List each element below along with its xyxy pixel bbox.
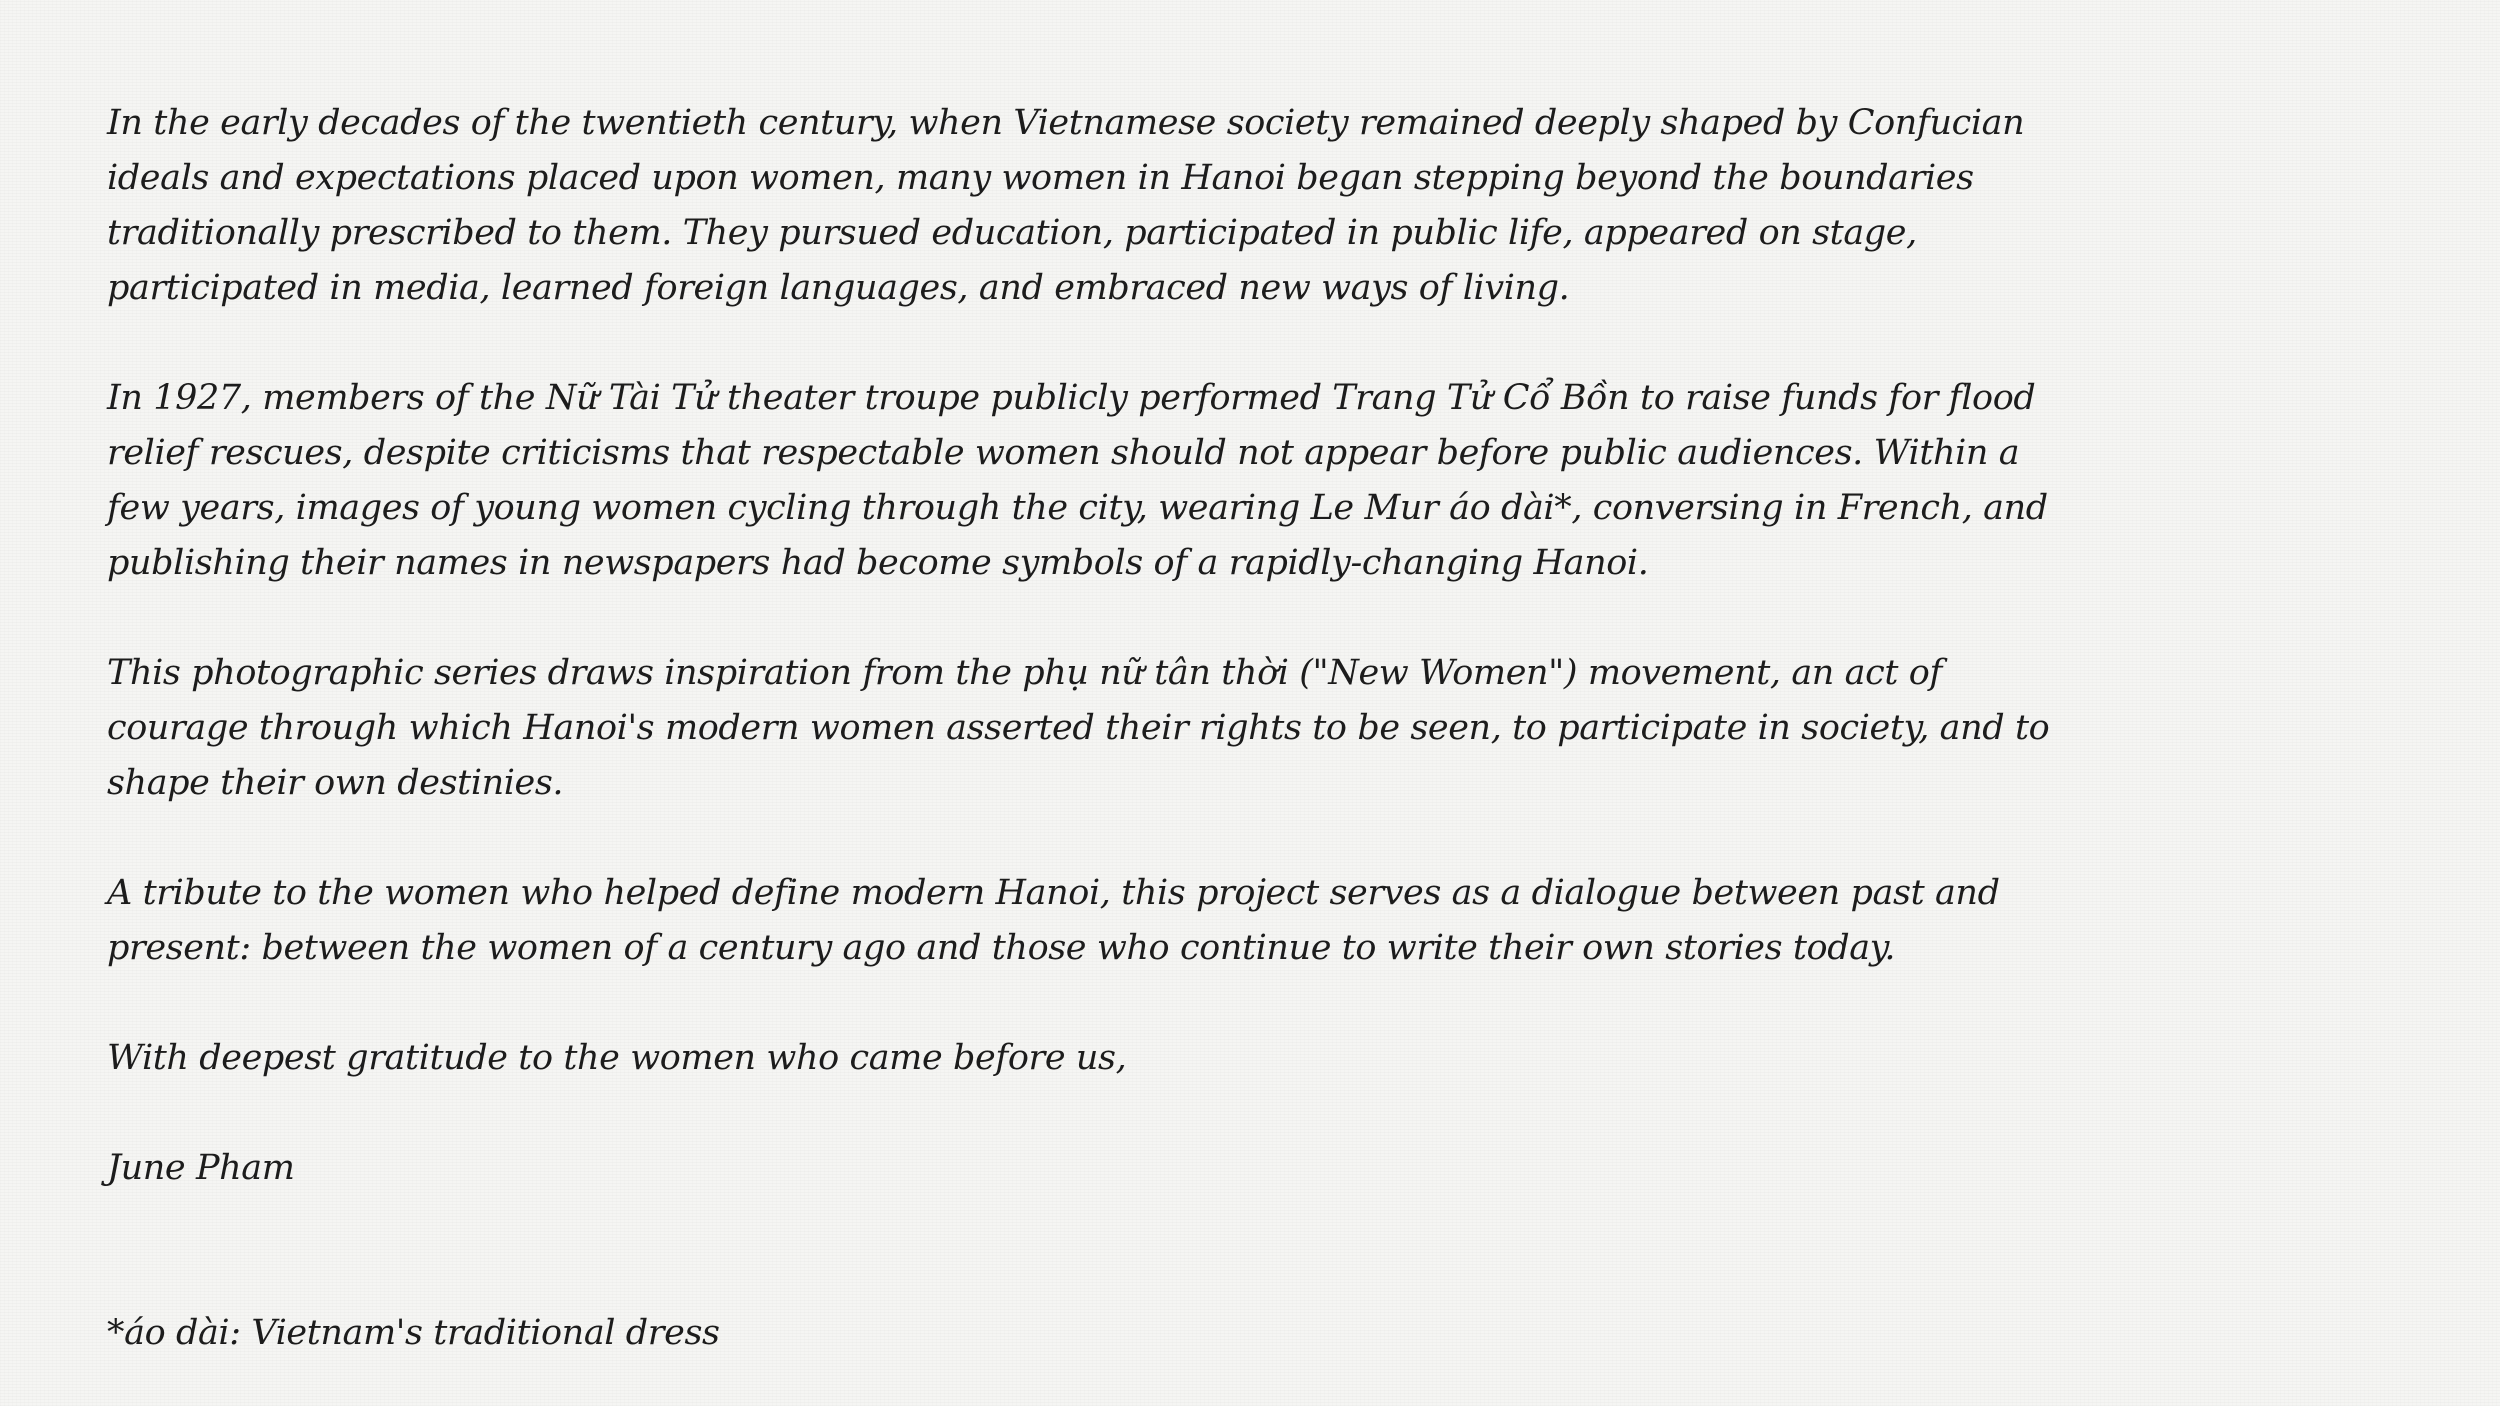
paragraph-gap — [107, 1086, 2057, 1141]
paragraph-gap — [107, 811, 2057, 866]
paragraph-series: This photographic series draws inspiration from the phụ nữ tân thời ("New Women") movement, an act of courage through which Hanoi's modern women asserted their rights to be seen, to participate in society, and to shape their own destinies. — [107, 653, 2050, 803]
paragraph-1927: In 1927, members of the Nữ Tài Tử theater troupe publicly performed Trang Tử Cổ Bồn to raise funds for flood relief rescues, despite criticisms that respectable women should not appear before public audiences. Within a few years, images of young women cycling through the city, wearing Le Mur áo dài*, conversing in French, and publishing their names in newspapers had become symbols of a rapidly-changing Hanoi. — [107, 378, 2048, 583]
closing-line: With deepest gratitude to the women who came before us, — [107, 1038, 1127, 1078]
footnote-gap — [107, 1196, 2057, 1306]
paragraph-gap — [107, 316, 2057, 371]
letter-body — [107, 96, 2057, 1361]
paragraph-gap — [107, 591, 2057, 646]
footnote: *áo dài: Vietnam's traditional dress — [107, 1313, 720, 1353]
paragraph-gap — [107, 976, 2057, 1031]
paragraph-intro: In the early decades of the twentieth century, when Vietnamese society remained deeply shaped by Confucian ideals and expectations placed upon women, many women in Hanoi began stepping beyond the boundaries traditionally prescribed to them. They pursued education, participated in public life, appeared on stage, participated in media, learned foreign languages, and embraced new ways of living. — [107, 103, 2025, 308]
paragraph-tribute: A tribute to the women who helped define modern Hanoi, this project serves as a dialogue between past and present: between the women of a century ago and those who continue to write their own stories today. — [107, 873, 2000, 968]
signature: June Pham — [107, 1148, 295, 1188]
